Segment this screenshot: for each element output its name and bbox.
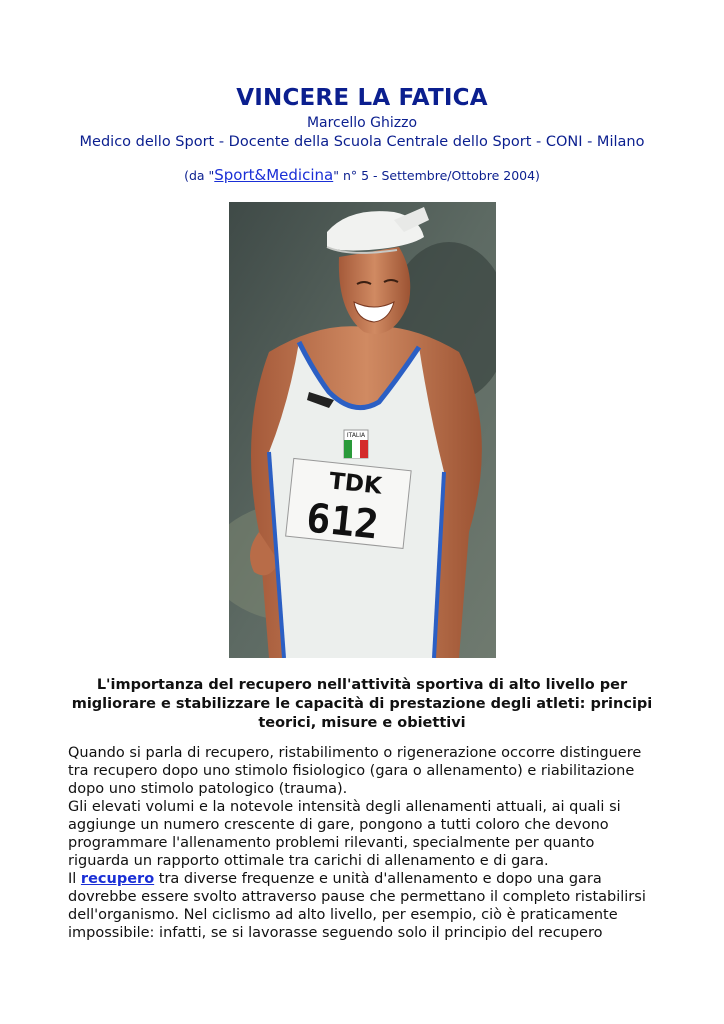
body-line: Gli elevati volumi e la notevole intensità degli allenamenti attuali, ai quali si: [68, 799, 621, 815]
athlete-photo: [229, 202, 496, 658]
race-walker-illustration: [229, 202, 496, 658]
link-line-suffix: tra diverse frequenze e unità d'allenamento e dopo una gara: [154, 871, 602, 887]
body-line: Quando si parla di recupero, ristabilimento o rigenerazione occorre distinguere: [68, 745, 642, 761]
body-line: tra recupero dopo uno stimolo fisiologico (gara o allenamento) e riabilitazione: [68, 763, 635, 779]
recupero-link[interactable]: recupero: [80, 871, 155, 887]
magazine-link[interactable]: Sport&Medicina: [214, 166, 334, 184]
body-line: dell'organismo. Nel ciclismo ad alto livello, per esempio, ciò è praticamente: [68, 907, 618, 923]
body-line-with-link: [68, 870, 658, 888]
subtitle-line: migliorare e stabilizzare le capacità di prestazione degli atleti: principi: [71, 696, 653, 712]
article-header: [0, 84, 724, 185]
article-title: VINCERE LA FATICA: [236, 85, 488, 111]
article-body: [68, 744, 658, 942]
source-citation: [0, 166, 724, 185]
source-suffix: " n° 5 - Settembre/Ottobre 2004): [333, 168, 540, 183]
body-line: aggiunge un numero crescente di gare, pongono a tutti coloro che devono: [68, 817, 609, 833]
shirt-badge-text: ITALIA: [346, 432, 366, 439]
subtitle-line: teorici, misure e obiettivi: [258, 715, 466, 731]
link-line-prefix: Il: [68, 871, 81, 887]
author-role: Medico dello Sport - Docente della Scuola Centrale dello Sport - CONI - Milano: [79, 134, 645, 150]
bib-number: 612: [304, 495, 381, 549]
body-line: programmare l'allenamento problemi rilevanti, specialmente per quanto: [68, 835, 595, 851]
source-prefix: (da ": [184, 168, 215, 183]
author-name: Marcello Ghizzo: [306, 115, 418, 131]
article-subtitle: [66, 676, 658, 733]
subtitle-line: L'importanza del recupero nell'attività sportiva di alto livello per: [96, 677, 628, 693]
body-line: dopo uno stimolo patologico (trauma).: [68, 781, 348, 797]
body-line: riguarda un rapporto ottimale tra carichi di allenamento e di gara.: [68, 853, 549, 869]
body-line: dovrebbe essere svolto attraverso pause che permettano il completo ristabilirsi: [68, 889, 646, 905]
bib-sponsor: TDK: [327, 468, 383, 500]
body-line: impossibile: infatti, se si lavorasse seguendo solo il principio del recupero: [68, 925, 603, 941]
